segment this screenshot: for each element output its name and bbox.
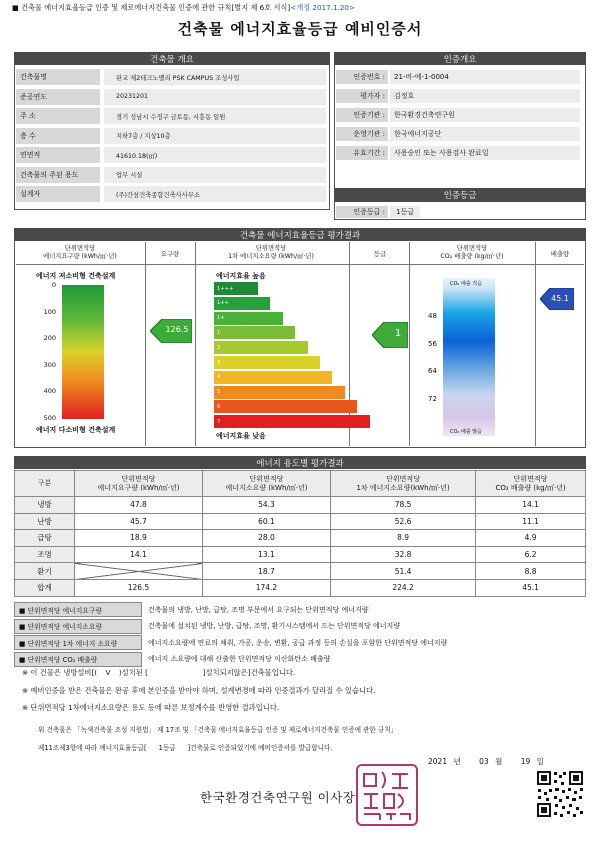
closing-grade: 1등급 [158,744,176,752]
definition-row [14,652,592,667]
certification-row-label: 유효기간 : [336,146,388,160]
usage-cell: 18.7 [202,563,330,580]
building-row-value: 경기 성남시 수정구 금토동, 시흥동 일원 [104,108,326,124]
co2-col-header: 단위면적당 CO₂ 배출량 (kg/㎡·년) [440,245,504,260]
requirement-gradient [62,285,104,419]
grade-label: 인증등급 : [336,206,388,218]
usage-cell: 14.1 [476,497,586,514]
co2-tick-label: 72 [428,394,437,403]
certification-header: 인증개요 [334,52,586,65]
closing-line-2-prefix: 제11조제3항에 따라 에너지효율등급[ [38,744,147,752]
usage-row-label: 급탕 [15,530,75,547]
usage-cell: 47.8 [75,497,203,514]
usage-row-label: 환기 [15,563,75,580]
certification-row-value: 한국에너지공단 [390,127,580,141]
usage-cell: 6.2 [476,546,586,563]
scale-tick-label: 500 [43,413,56,422]
usage-cell: 28.0 [202,530,330,547]
usage-cell: 4.9 [476,530,586,547]
table-row [15,497,586,514]
building-row-value: 20231201 [104,89,326,105]
co2-tick-label: 48 [428,312,437,320]
grade-bar [214,371,332,384]
certification-row-value: 사용승인 또는 사용검사 완료일 [390,146,580,160]
grade-bar-label: 1 [217,329,221,336]
co2-tick-label: 64 [428,367,437,375]
building-row-value: (주)간삼건축종합건축사사무소 [104,186,326,202]
scale-bottom-label: 에너지 다소비형 건축설계 [36,426,116,434]
co2-bottom-label: CO₂ 배출 많음 [450,429,482,435]
scale-tick-label: 300 [43,360,56,369]
note-cooling-suffix: ]설치되지않은]건축물입니다. [202,668,296,677]
building-row-label: 층 수 [16,128,100,144]
issue-date [428,756,544,767]
building-row-value: 41610.18(㎡) [104,147,326,163]
certification-row-label: 인증번호 : [336,70,388,84]
definition-label: ■ 단위면적당 1차 에너지 소요량 [14,635,142,650]
usage-cell: 8.9 [330,530,475,547]
usage-cell [75,563,203,580]
definition-row [14,602,592,617]
qr-code-icon [536,770,584,818]
primary-energy-col-header: 단위면적당 1차 에너지소요량 (kWh/㎡·년) [228,245,314,260]
usage-row-label: 난방 [15,513,75,530]
grade-bar [214,341,308,354]
evaluation-header-rule [16,264,584,265]
usage-cell: 126.5 [75,579,203,596]
grade-bar [214,386,345,399]
scale-tick-label: 400 [43,387,56,395]
usage-table [14,470,586,597]
requirement-col-header: 단위면적당 에너지요구량 (kWh/㎡·년) [43,245,117,260]
usage-col-requirement: 단위면적당 에너지요구량 (kWh/㎡·년) [75,471,203,497]
definition-label: ■ 단위면적당 CO₂ 배출량 [14,652,142,667]
usage-col-consumption: 단위면적당 에너지소요량 (kWh/㎡·년) [202,471,330,497]
certification-row-label: 평가자 : [336,89,388,103]
note-cooling-mark: V [105,668,111,677]
page-title: 건축물 에너지효율등급 예비인증서 [177,20,423,38]
issuer-name: 한국환경건축연구원 이사장 [200,790,356,805]
table-row [15,546,586,563]
qr-code[interactable] [536,770,584,818]
table-row [15,563,586,580]
usage-row-label: 조명 [15,546,75,563]
regulation-line [12,3,592,13]
building-row-value: 업무 시설 [104,167,326,183]
building-row-value: 판교 제2테크노밸리 PSK CAMPUS 조성사업 [104,69,326,85]
building-row-label: 주 소 [16,108,100,124]
issue-month-unit: 월 [495,757,503,766]
usage-cell: 18.9 [75,530,203,547]
table-row [15,579,586,596]
building-row-label: 준공연도 [16,89,100,105]
usage-table-body [15,497,586,597]
co2-top-label: CO₂ 배출 적음 [450,281,482,287]
building-row-label: 연면적 [16,147,100,163]
certification-row-value: 김정호 [390,89,580,103]
closing-line-1: 위 건축물은 「녹색건축물 조성 지원법」 제 17조 및 「건축물 에너지효율등급 인증 및 제로에너지건축물 인증에 관한 규칙」 [38,726,398,734]
usage-table-head [15,471,586,497]
usage-cell: 60.1 [202,513,330,530]
building-row-value: 지하7층 / 지상10층 [104,128,326,144]
amended-text: <개정 2017.1.20> [290,3,355,12]
grade-bar [214,356,320,369]
scale-tick-label: 0 [51,281,56,289]
regulation-text: ■ 건축물 에너지효율등급 인증 및 제로에너지건축물 인증에 관한 규칙[별지 제 6호 서식] [12,3,291,12]
scale-tick-label: 100 [43,307,56,316]
building-row-label: 건축물명 [16,69,100,85]
official-seal [356,764,418,826]
usage-cell: 8.8 [476,563,586,580]
requirement-value: 126.5 [165,325,189,334]
usage-col-co2: 단위면적당 CO₂ 배출량 (kg/㎡·년) [476,471,586,497]
definition-text: 에너지소요량에 연료의 채취, 가공, 운송, 변환, 공급 과정 등의 손실을 포함한 단위면적당 에너지량 [148,638,448,647]
definition-row [14,635,592,650]
usage-col-primary: 단위면적당 1차 에너지소요량(kWh/㎡·년) [330,471,475,497]
usage-cell: 52.6 [330,513,475,530]
usage-cell: 78.5 [330,497,475,514]
grade-value: 1등급 [390,206,420,218]
definition-label: ■ 단위면적당 에너지요구량 [14,602,142,617]
usage-row-label: 합계 [15,579,75,596]
grade-bar-label: 7 [217,418,221,425]
grade-bar [214,312,283,325]
usage-cell: 54.3 [202,497,330,514]
definition-label: ■ 단위면적당 에너지소요량 [14,619,142,634]
certification-row-label: 인증기관 : [336,108,388,122]
issue-day: 19 [520,757,531,766]
grade-bar [214,326,295,339]
efficiency-top-label: 에너지효율 높음 [216,272,266,280]
grade-bar-label: 4 [217,374,221,381]
definition-text: 건축물에 설치된 냉방, 난방, 급탕, 조명, 환기시스템에서 드는 단위면적당 에너지량 [148,622,401,630]
grade-bar [214,415,370,428]
note-cooling-prefix: ※ 이 건물은 냉방설비[( [22,668,98,677]
grade-bar [214,400,357,413]
building-overview-header: 건축물 개요 [14,52,330,65]
certification-row-value: 21-비-예-1-0004 [390,70,580,84]
issue-year-unit: 년 [453,757,461,766]
usage-cell: 32.8 [330,546,475,563]
evaluation-header: 건축물 에너지효율등급 평가결과 [14,228,586,241]
issue-day-unit: 일 [536,757,544,766]
note-cooling-mid: )설치된 [ [118,668,148,677]
table-row [15,513,586,530]
grade-bar-label: 1+ [217,315,225,322]
requirement-marker-col-header: 요구량 [160,250,180,258]
seal-mark [358,766,416,824]
scale-top-label: 에너지 저소비형 건축설계 [36,272,116,280]
efficiency-bottom-label: 에너지효율 낮음 [216,432,266,440]
grade-bar [214,297,270,310]
note-correction: ※ 단위면적당 1차에너지소요량은 용도 등에 따른 보정계수를 반영한 결과입니다. [22,703,280,712]
usage-cell: 45.1 [476,579,586,596]
usage-cell: 174.2 [202,579,330,596]
usage-col-category: 구분 [15,471,75,497]
eval-divider-1 [145,242,146,446]
definition-text: 에너지 소요량에 대해 산출한 단위면적당 이산화탄소 배출량 [148,655,331,663]
grade-col-header: 등급 [373,250,387,258]
co2-tick-label: 56 [428,339,437,348]
usage-cell: 11.1 [476,513,586,530]
eval-divider-2 [195,242,196,446]
eval-divider-5 [535,242,536,446]
grade-arrow-value: 1 [394,328,402,339]
table-row [15,530,586,547]
usage-cell: 224.2 [330,579,475,596]
grade-bar-label: 5 [217,389,221,396]
note-preliminary: ※ 예비인증을 받은 건축물은 완공 후에 본인증을 받아야 하며, 설계변경에 따라 인증결과가 달라질 수 있습니다. [22,686,376,695]
building-row-label: 건축물의 주된 용도 [16,167,100,183]
grade-bar-label: 1+++ [217,285,234,292]
usage-row-label: 냉방 [15,497,75,514]
co2-gradient [443,278,495,436]
usage-cell: 13.1 [202,546,330,563]
grade-bar-label: 1++ [217,300,229,307]
usage-cell: 51.4 [330,563,475,580]
note-cooling [22,668,295,678]
co2-arrow-value: 45.1 [551,294,569,303]
closing-line-2-suffix: ]건축물로 인증되었기에 예비인증서를 발급합니다. [187,744,333,752]
grade-bar-label: 3 [217,359,221,366]
closing-line-2 [38,742,332,752]
definition-row [14,619,592,634]
grade-header: 인증등급 [334,188,586,202]
scale-tick-label: 200 [43,334,56,342]
building-row-label: 설계자 [16,186,100,202]
eval-divider-4 [409,242,410,446]
usage-cell: 45.7 [75,513,203,530]
grade-bar-label: 6 [217,403,221,410]
issue-month: 03 [479,757,489,766]
usage-header: 에너지 용도별 평가결과 [14,456,586,469]
certification-row-label: 운영기관 : [336,127,388,141]
usage-cell: 14.1 [75,546,203,563]
definition-text: 건축물의 냉방, 난방, 급탕, 조명 부문에서 요구되는 단위면적당 에너지량 [148,605,369,614]
grade-bar [214,282,258,295]
certification-row-value: 한국환경건축연구원 [390,108,580,122]
issue-year: 2021 [428,757,448,766]
co2-marker-col-header: 배출량 [550,250,570,258]
grade-bar-label: 2 [217,344,221,351]
